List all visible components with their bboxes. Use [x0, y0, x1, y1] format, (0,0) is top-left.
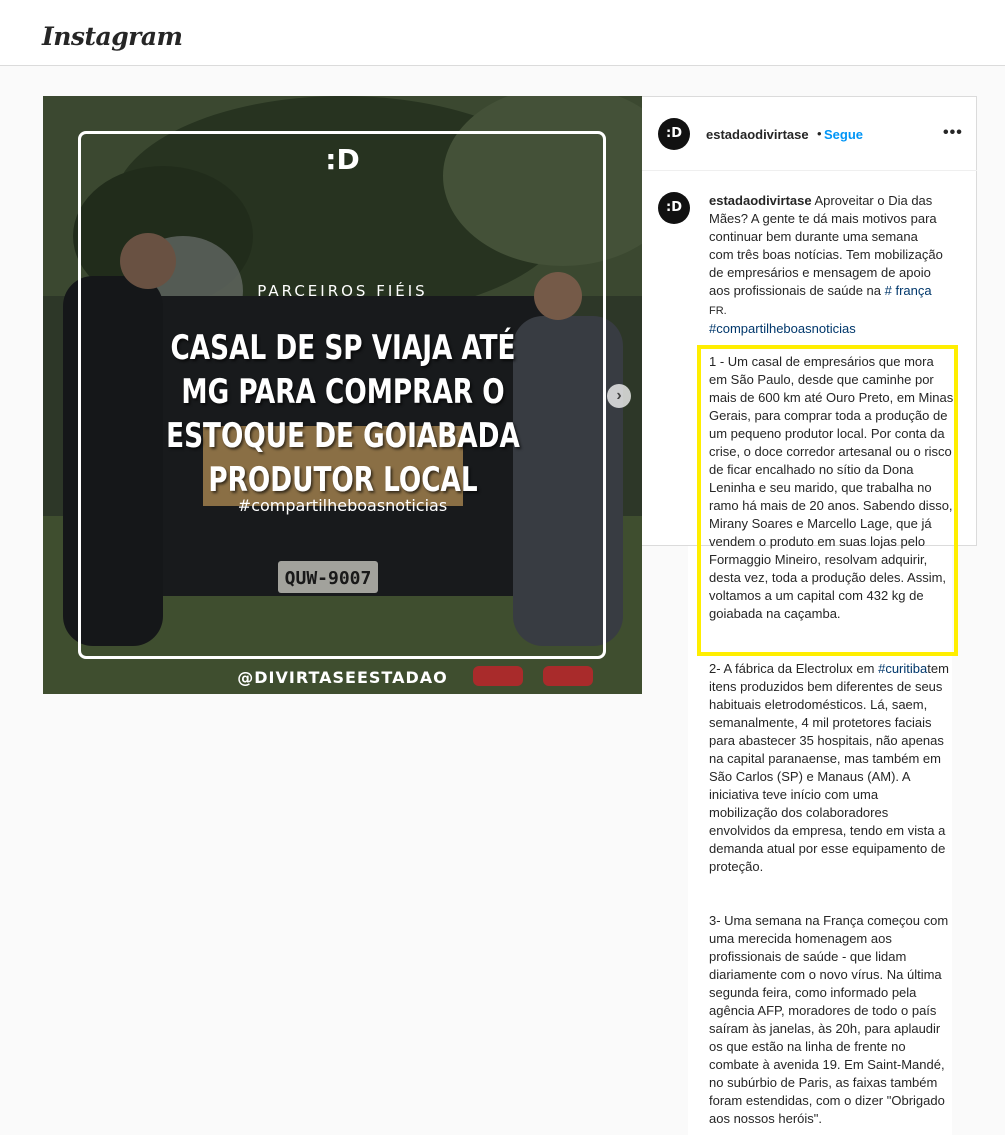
highlight-box [697, 345, 958, 656]
chevron-right-icon[interactable]: › [607, 384, 631, 408]
image-headline: CASAL DE SP VIAJA ATÉ MG PARA COMPRAR O ESTOQUE DE GOIABADA PRODUTOR LOCAL [166, 328, 520, 500]
hashtag-franca-link[interactable]: # frança [884, 283, 932, 298]
brand-logo: :D [325, 143, 360, 176]
caption-item-2-rest: tem itens produzidos bem diferentes de seus habituais eletrodomésticos. Lá, saem, semanalmente, 4 mil protetores faciais para abastecer 35 hospitais, não apenas na capital paranaense, mas também em São Carlos (SP) e Manaus (AM). A iniciativa teve início com uma mobilização dos colaboradores envolvidos da empresa, tendo em vista a demanda atual por esse equipamento de proteção. [709, 661, 949, 874]
caption-item-3-text: 3- Uma semana na França começou com uma merecida homenagem aos profissionais de saúde - que lidam diariamente com o novo vírus. Na última segunda feira, como informado pela agência AFP, moradores de todo o país saíram às janelas, às 20h, para aplaudir os que estão na linha de frente no combate à avenida 19. Em Saint-Mandé, no subúrbio de Paris, as faixas também foram estendidas, com o dizer "Obrigado aos nossos heróis". [709, 913, 949, 1126]
flag-text: FR. [709, 305, 727, 317]
separator-dot: • [817, 126, 822, 141]
license-plate: QUW-9007 [284, 568, 372, 589]
image-hashtag: #compartilheboasnoticias [237, 496, 448, 515]
hashtag-compartilhe-link[interactable]: #compartilheboasnoticias [709, 321, 856, 336]
instagram-logo[interactable]: Instagram [42, 22, 183, 51]
caption-item-3 [709, 912, 949, 1128]
post-image[interactable] [43, 96, 642, 694]
caption-item-2 [709, 660, 949, 876]
more-options-icon[interactable]: ••• [943, 124, 963, 141]
image-handle: @DIVIRTASEESTADAO [237, 668, 448, 687]
caption-intro-text: Aproveitar o Dia das Mães? A gente te dá mais motivos para continuar bem durante uma semana com três boas notícias. Tem mobilização de empresários e mensagem de apoio aos profissionais de saúde na [709, 193, 943, 298]
post-header [642, 97, 977, 171]
caption-item-2-start: 2- A fábrica da Electrolux em [709, 661, 879, 676]
caption-username[interactable]: estadaodivirtase [709, 193, 812, 208]
hashtag-curitiba-link[interactable]: #curitiba [878, 661, 928, 676]
image-kicker: PARCEIROS FIÉIS [257, 282, 428, 300]
caption-intro [709, 192, 945, 338]
username-link[interactable]: estadaodivirtase [706, 127, 809, 142]
top-navigation-bar [0, 0, 1005, 66]
follow-button[interactable]: Segue [824, 127, 864, 142]
caption-item-1-text: 1 - Um casal de empresários que mora em São Paulo, desde que caminhe por mais de 600 km até Ouro Preto, em Minas Gerais, para comprar toda a produção de um pequeno produtor local. Por conta da crise, o doce corredor artesanal ou o risco de ficar encalhado no sítio da Dona Leninha e seu marido, que trabalha no ramo há mais de 20 anos. Sabendo disso, Mirany Soares e Marcello Lage, que já vendem o produto em suas lojas pelo Formaggio Mineiro, resolvam adquirir, desta vez, toda a produção deles. Assim, voltamos a um capital com 432 kg de goiabada na caçamba. [709, 354, 954, 621]
caption-avatar[interactable]: :D [658, 192, 690, 224]
avatar[interactable]: :D [658, 118, 690, 150]
